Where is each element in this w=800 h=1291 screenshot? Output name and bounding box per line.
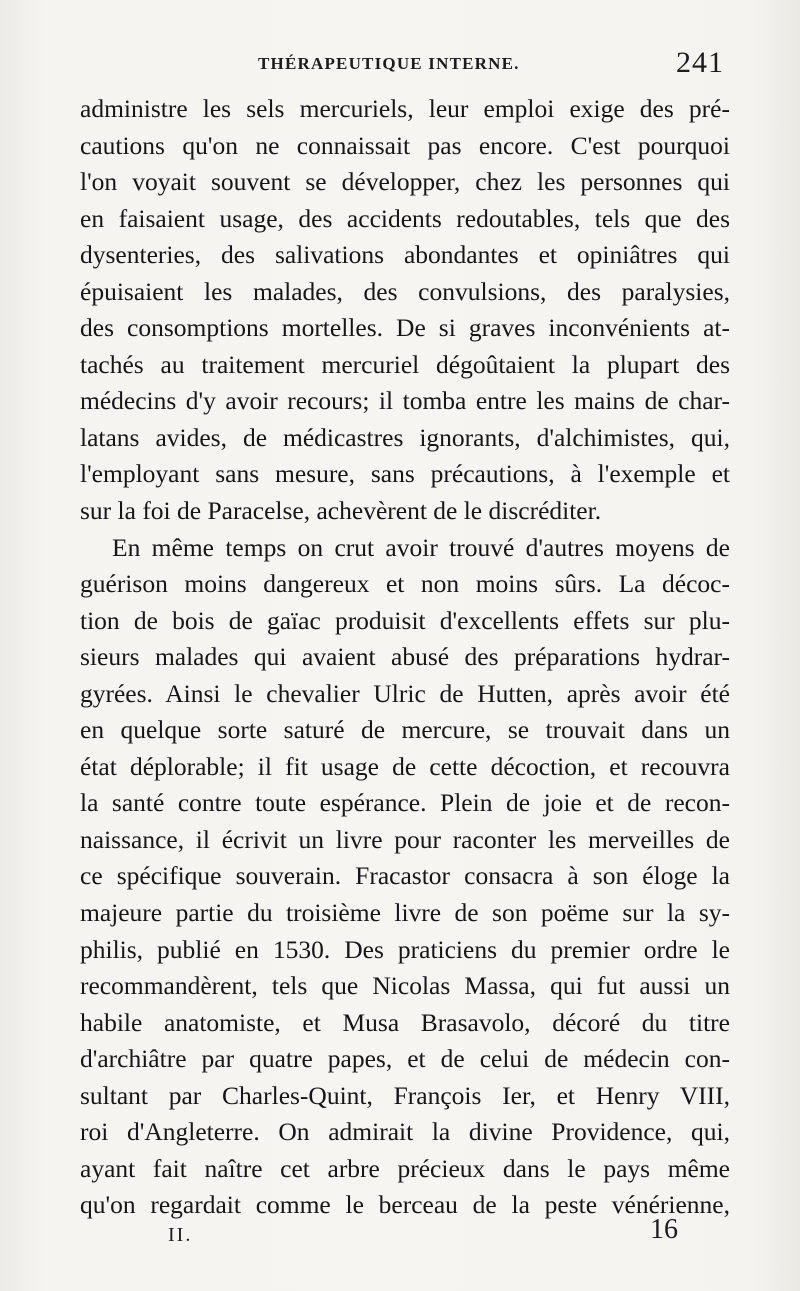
text-line: épuisaient les malades, des convulsions, des paralysies, <box>80 276 730 306</box>
paragraph-end-line: sur la foi de Paracelse, achevèrent de le discréditer. <box>80 496 602 526</box>
text-line: naissance, il écrivit un livre pour raconter les merveilles de <box>80 824 730 854</box>
text-line: dysenteries, des salivations abondantes et opiniâtres qui <box>80 240 730 270</box>
text-line: latans avides, de médicastres ignorants, d'alchimistes, qui, <box>80 422 730 452</box>
text-line: gyrées. Ainsi le chevalier Ulric de Hutten, après avoir été <box>80 678 730 708</box>
text-line: la santé contre toute espérance. Plein de joie et de recon- <box>80 788 730 818</box>
running-title: THÉRAPEUTIQUE INTERNE. <box>258 54 520 73</box>
text-line: roi d'Angleterre. On admirait la divine Providence, qui, <box>80 1117 730 1147</box>
text-line: sieurs malades qui avaient abusé des préparations hydrar- <box>80 642 730 672</box>
text-line: l'on voyait souvent se développer, chez les personnes qui <box>80 167 730 197</box>
text-line: guérison moins dangereux et non moins sûrs. La décoc- <box>80 569 730 599</box>
text-line: en quelque sorte saturé de mercure, se trouvait dans un <box>80 715 730 745</box>
sheet-number: 16 <box>650 1214 678 1245</box>
paragraph-start-line: En même temps on crut avoir trouvé d'autres moyens de <box>112 532 730 562</box>
signature-mark: II. <box>168 1224 193 1246</box>
text-line: état déplorable; il fit usage de cette décoction, et recouvra <box>80 751 730 781</box>
text-line: majeure partie du troisième livre de son poëme sur la sy- <box>80 898 730 928</box>
page-number: 241 <box>676 46 724 79</box>
text-line: en faisaient usage, des accidents redoutables, tels que des <box>80 203 730 233</box>
text-line: tion de bois de gaïac produisit d'excellents effets sur plu- <box>80 605 730 635</box>
text-line: philis, publié en 1530. Des praticiens du premier ordre le <box>80 934 730 964</box>
text-line: d'archiâtre par quatre papes, et de celui de médecin con- <box>80 1044 730 1074</box>
text-line: administre les sels mercuriels, leur emploi exige des pré- <box>80 94 730 123</box>
text-line: qu'on regardait comme le berceau de la peste vénérienne, <box>80 1190 730 1220</box>
text-line: tachés au traitement mercuriel dégoûtaient la plupart des <box>80 349 730 379</box>
body-text <box>80 91 730 1224</box>
text-line: ayant fait naître cet arbre précieux dans le pays même <box>80 1153 730 1183</box>
text-line: ce spécifique souverain. Fracastor consacra à son éloge la <box>80 861 730 891</box>
text-line: recommandèrent, tels que Nicolas Massa, qui fut aussi un <box>80 971 730 1001</box>
text-line: habile anatomiste, et Musa Brasavolo, décoré du titre <box>80 1007 730 1037</box>
text-line: cautions qu'on ne connaissait pas encore. C'est pourquoi <box>80 130 730 160</box>
text-line: sultant par Charles-Quint, François Ier, et Henry VIII, <box>80 1080 730 1110</box>
text-line: médecins d'y avoir recours; il tomba entre les mains de char- <box>80 386 730 416</box>
text-line: l'employant sans mesure, sans précautions, à l'exemple et <box>80 459 730 489</box>
text-line: des consomptions mortelles. De si graves inconvénients at- <box>80 313 730 343</box>
